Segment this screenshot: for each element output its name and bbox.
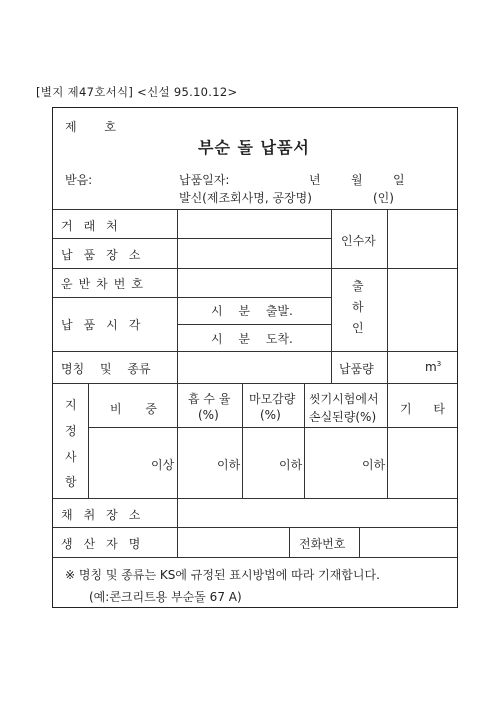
example-text: (예:콘크리트용 부순돌 67 A)	[89, 590, 242, 604]
column-line-spec-label	[88, 383, 89, 498]
producer-name-label: 생산자명	[61, 537, 152, 551]
delivery-form	[52, 107, 458, 608]
phone-number-label: 전화번호	[299, 537, 346, 551]
column-line-phone-left	[289, 527, 290, 557]
day-label: 일	[393, 173, 405, 187]
delivery-time-label: 납품시각	[61, 318, 152, 332]
arrival-time-label: 시 분 도착.	[211, 332, 293, 346]
specific-gravity-label: 비 중	[110, 402, 157, 416]
column-line-receiver	[387, 209, 388, 351]
cubic-meter-unit: $m^3$	[425, 360, 442, 374]
max-label-abrasion: 이하	[279, 458, 303, 472]
wash-loss-label-line1: 씻기시험에서	[309, 392, 379, 406]
shipment-char-3: 인	[352, 321, 364, 335]
client-label: 거래처	[61, 219, 129, 233]
column-line-spec-2	[242, 383, 243, 498]
divider-collection	[53, 527, 457, 528]
departure-time-label: 시 분 출발.	[211, 304, 293, 318]
delivery-date-label: 납품일자:	[179, 173, 230, 187]
other-label: 기 타	[400, 402, 445, 416]
column-line-spec-1	[177, 383, 178, 498]
form-caption: [별지 제47호서식] <신설 95.10.12>	[36, 85, 238, 99]
column-line-amount-right	[387, 351, 388, 383]
divider-shipment	[53, 351, 457, 352]
abrasion-unit: (%)	[260, 408, 281, 422]
collection-place-label: 채취장소	[61, 508, 152, 522]
abrasion-label: 마모감량	[249, 392, 296, 406]
shipment-char-1: 출	[352, 279, 364, 293]
seal-mark: (인)	[373, 191, 394, 205]
receiver-person-label: 인수자	[341, 234, 376, 248]
divider-header	[53, 209, 457, 210]
max-label-absorption: 이하	[217, 458, 241, 472]
vehicle-number-label: 운반차번호	[61, 277, 149, 291]
column-line-amount-left	[331, 351, 332, 383]
delivery-amount-label: 납품량	[339, 362, 374, 376]
divider-spec	[53, 498, 457, 499]
divider-time	[177, 324, 331, 325]
column-line-phone-right	[359, 527, 360, 557]
column-line-right	[331, 209, 332, 351]
document-number-label: 제 호	[65, 120, 116, 134]
month-label: 월	[351, 173, 363, 187]
form-title: 부순 돌 납품서	[198, 138, 310, 157]
wash-loss-label-line2: 손실된량(%)	[309, 410, 377, 424]
absorption-unit: (%)	[198, 408, 219, 422]
absorption-label: 흡 수 율	[188, 392, 231, 406]
divider-client	[53, 238, 331, 239]
divider-producer	[53, 557, 457, 558]
divider-vehicle	[53, 297, 331, 298]
spec-char-3: 사	[65, 450, 77, 464]
shipment-char-2: 하	[352, 300, 364, 314]
column-line-spec-3	[304, 383, 305, 498]
column-line-footer	[177, 498, 178, 557]
column-line-name	[177, 351, 178, 383]
sender-label: 발신(제조회사명, 공장명)	[179, 191, 312, 205]
note-text: ※ 명칭 및 종류는 KS에 규정된 표시방법에 따라 기재합니다.	[65, 568, 380, 582]
column-line-main	[177, 209, 178, 351]
max-label-wash-loss: 이하	[362, 458, 386, 472]
divider-name	[53, 383, 457, 384]
divider-spec-header	[88, 427, 457, 428]
column-line-spec-4	[387, 383, 388, 498]
min-label: 이상	[151, 458, 175, 472]
receiver-label: 받음:	[65, 173, 93, 187]
delivery-place-label: 납품장소	[61, 248, 152, 262]
spec-char-1: 지	[65, 398, 77, 412]
divider-place	[53, 268, 457, 269]
name-type-label: 명칭 및 종류	[61, 362, 151, 376]
year-label: 년	[309, 173, 321, 187]
spec-char-2: 정	[65, 424, 77, 438]
spec-char-4: 항	[65, 475, 77, 489]
